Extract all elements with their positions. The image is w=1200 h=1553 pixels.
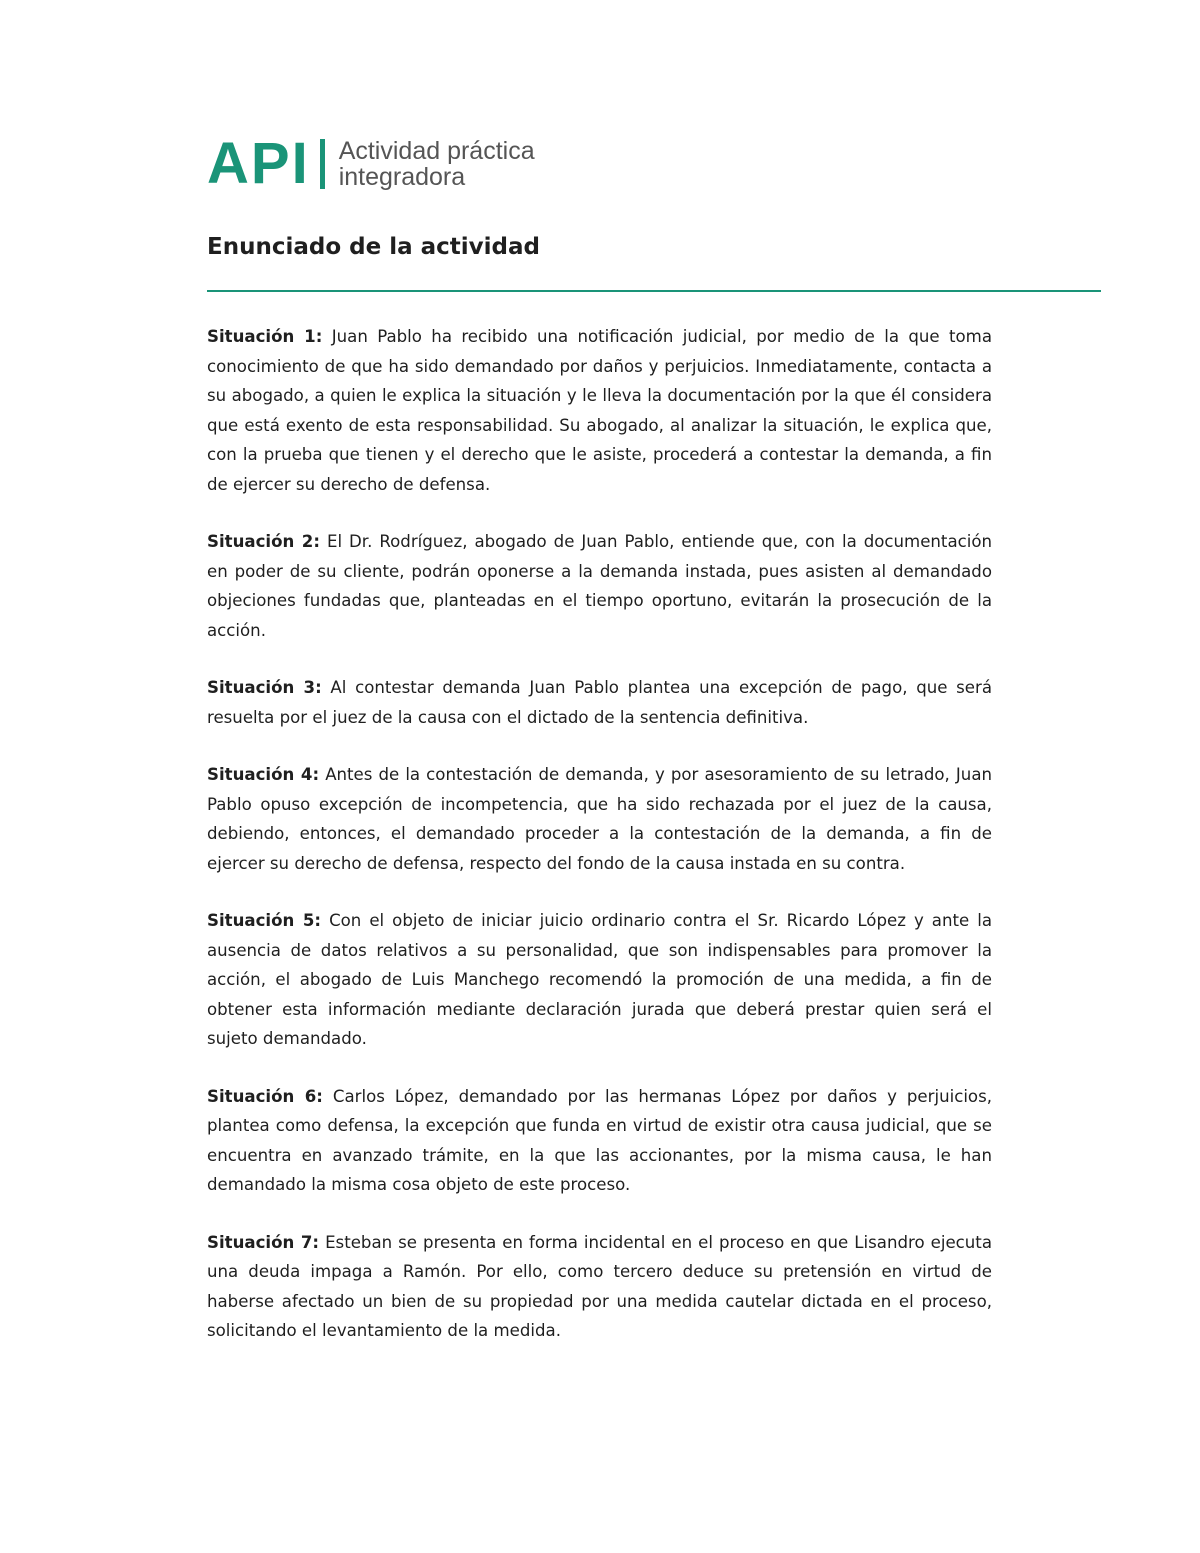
page-title: Enunciado de la actividad — [207, 234, 540, 260]
logo-mark: API — [207, 131, 310, 196]
situation-label: Situación 4: — [207, 765, 320, 784]
situation-6 — [207, 1082, 992, 1200]
logo-divider — [320, 139, 325, 189]
situation-label: Situación 6: — [207, 1086, 323, 1106]
title-divider — [207, 290, 1101, 292]
situation-text: Juan Pablo ha recibido una notificación judicial, por medio de la que toma conocimiento de que ha sido demandado por daños y perjuicios. Inmediatamente, contacta a su abogado, a quien le explica la situación y le lleva la documentación por la que él considera que está exento de esta responsabilidad. Su abogado, al analizar la situación, le explica que, con la prueba que tienen y el derecho que le asiste, procederá a contestar la demanda, a fin de ejercer su derecho de defensa. — [207, 327, 992, 494]
situation-label: Situación 5: — [207, 911, 322, 930]
situation-label: Situación 1: — [207, 327, 323, 346]
situation-text: Con el objeto de iniciar juicio ordinario contra el Sr. Ricardo López y ante la ausencia de datos relativos a su personalidad, que son indispensables para promover la acción, el abogado de Luis Manchego recomendó la promoción de una medida, a fin de obtener esta información mediante declaración jurada que deberá prestar quien será el sujeto demandado. — [207, 911, 992, 1048]
situation-1 — [207, 322, 992, 499]
situation-4 — [207, 760, 992, 878]
situation-text: Antes de la contestación de demanda, y por asesoramiento de su letrado, Juan Pablo opuso excepción de incompetencia, que ha sido rechazada por el juez de la causa, debiendo, entonces, el demandado proceder a la contestación de la demanda, a fin de ejercer su derecho de defensa, respecto del fondo de la causa instada en su contra. — [207, 765, 993, 873]
situation-text: Carlos López, demandado por las hermanas López por daños y perjuicios, plantea como defensa, la excepción que funda en virtud de existir otra causa judicial, que se encuentra en avanzado trámite, en la que las accionantes, por la misma causa, le han demandado la misma cosa objeto de este proceso. — [207, 1086, 993, 1194]
situations-list — [207, 322, 992, 1374]
situation-label: Situación 2: — [207, 532, 320, 551]
logo-text — [339, 138, 535, 190]
api-logo — [207, 131, 535, 196]
situation-2 — [207, 527, 992, 645]
situation-text: El Dr. Rodríguez, abogado de Juan Pablo, entiende que, con la documentación en poder de su cliente, podrán oponerse a la demanda instada, pues asisten al demandado objeciones fundadas que, planteadas en el tiempo oportuno, evitarán la prosecución de la acción. — [207, 532, 993, 640]
situation-label: Situación 7: — [207, 1232, 320, 1252]
situation-text: Esteban se presenta en forma incidental en el proceso en que Lisandro ejecuta una deuda impaga a Ramón. Por ello, como tercero deduce su pretensión en virtud de haberse afectado un bien de su propiedad por una medida cautelar dictada en el proceso, solicitando el levantamiento de la medida. — [207, 1232, 992, 1340]
situation-3 — [207, 673, 992, 732]
logo-text-line-2: integradora — [338, 163, 466, 191]
situation-label: Situación 3: — [207, 678, 322, 697]
logo-text-line-1: Actividad práctica — [338, 137, 535, 165]
situation-5 — [207, 906, 992, 1054]
situation-text: Al contestar demanda Juan Pablo plantea una excepción de pago, que será resuelta por el juez de la causa con el dictado de la sentencia definitiva. — [207, 678, 993, 727]
situation-7 — [207, 1228, 992, 1346]
